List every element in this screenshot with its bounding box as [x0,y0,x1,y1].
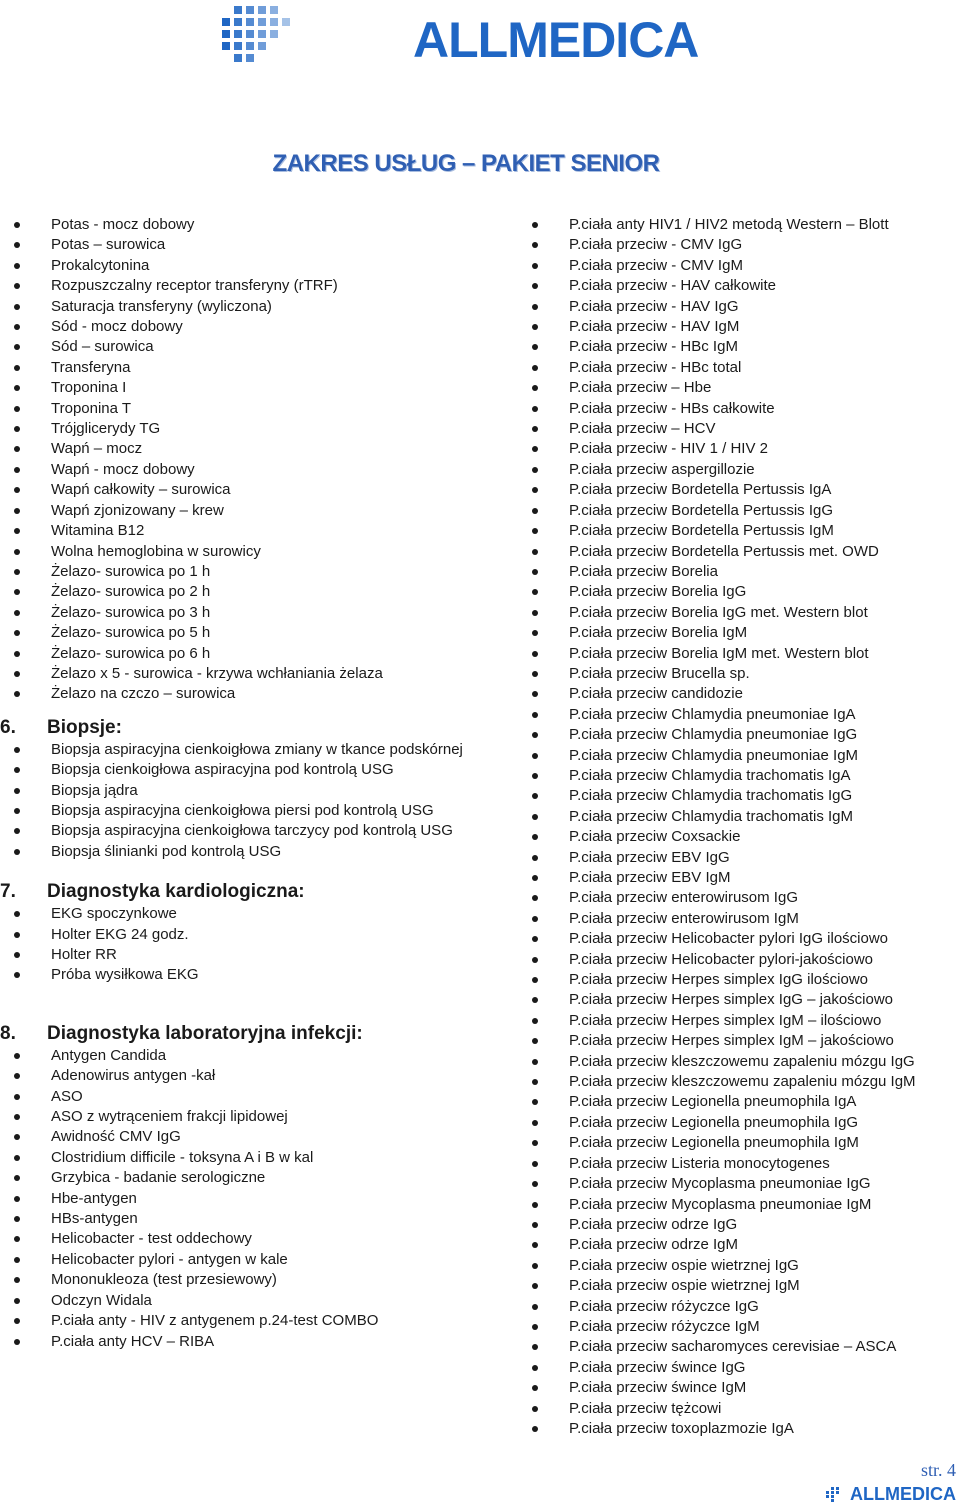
list-item: P.ciała przeciw Legionella pneumophila IgM [530,1133,960,1153]
logo-dot [836,1491,839,1494]
logo-dot [270,18,278,26]
list-infekcje [0,1046,470,1352]
logo-dots-icon [222,0,407,72]
list-item: Awidność CMV IgG [0,1127,470,1147]
list-item: Biopsja ślinianki pod kontrolą USG [0,842,470,862]
list-item: Biopsja cienkoigłowa aspiracyjna pod kontrolą USG [0,760,470,780]
list-item: P.ciała przeciw Mycoplasma pneumoniae IgM [530,1195,960,1215]
logo-dot [258,30,266,38]
logo-dot [246,42,254,50]
list-item: Biopsja aspiracyjna cienkoigłowa piersi pod kontrolą USG [0,801,470,821]
list-item: P.ciała przeciw Legionella pneumophila IgG [530,1113,960,1133]
list-item: P.ciała przeciw toxoplazmozie IgA [530,1419,960,1439]
list-item: P.ciała przeciw Chlamydia trachomatis IgA [530,766,960,786]
section-8-heading [0,1022,470,1046]
list-item: P.ciała anty HCV – RIBA [0,1332,470,1352]
list-item: P.ciała przeciw Mycoplasma pneumoniae IgG [530,1174,960,1194]
list-item: P.ciała przeciw Herpes simplex IgG ilościowo [530,970,960,990]
list-item: P.ciała przeciw Chlamydia trachomatis IgG [530,786,960,806]
list-item: Wapń zjonizowany – krew [0,501,470,521]
logo-dot [234,54,242,62]
logo-dot [831,1499,834,1502]
section-6-heading [0,716,470,740]
logo-dot [831,1495,834,1498]
list-item: Holter EKG 24 godz. [0,925,470,945]
list-item: Biopsja aspiracyjna cienkoigłowa tarczycy pod kontrolą USG [0,821,470,841]
list-item: P.ciała przeciw sacharomyces cerevisiae – ASCA [530,1337,960,1357]
list-item: Rozpuszczalny receptor transferyny (rTRF) [0,276,470,296]
list-item: Clostridium difficile - toksyna A i B w kal [0,1148,470,1168]
list-item: Żelazo- surowica po 3 h [0,603,470,623]
list-item: Żelazo- surowica po 5 h [0,623,470,643]
list-item: P.ciała przeciw Listeria monocytogenes [530,1154,960,1174]
logo-dot [246,30,254,38]
list-item: P.ciała przeciw - CMV IgG [530,235,960,255]
list-top [0,215,470,705]
list-item: Mononukleoza (test przesiewowy) [0,1270,470,1290]
list-item: Sód – surowica [0,337,470,357]
list-item: P.ciała przeciw - HAV IgM [530,317,960,337]
list-item: P.ciała przeciw – HCV [530,419,960,439]
section-number: 7. [0,881,16,903]
footer-logo-dots-icon [826,1486,848,1504]
list-item: P.ciała przeciw Helicobacter pylori IgG ilościowo [530,929,960,949]
list-item: P.ciała przeciw tężcowi [530,1399,960,1419]
list-item: Helicobacter pylori - antygen w kale [0,1250,470,1270]
logo-dot [831,1491,834,1494]
section-number: 8. [0,1022,16,1044]
list-item: Sód - mocz dobowy [0,317,470,337]
logo-dot [258,6,266,14]
list-item: Saturacja transferyny (wyliczona) [0,297,470,317]
list-item: P.ciała przeciw kleszczowemu zapaleniu mózgu IgG [530,1052,960,1072]
list-item: Adenowirus antygen -kał [0,1066,470,1086]
logo-dot [246,54,254,62]
logo-dot [234,6,242,14]
list-item: Grzybica - badanie serologiczne [0,1168,470,1188]
logo-dot [270,30,278,38]
list-item: P.ciała przeciw Bordetella Pertussis met. OWD [530,542,960,562]
list-biopsje [0,740,470,862]
logo-dot [234,42,242,50]
allmedica-logo [222,0,698,72]
logo-dot [836,1487,839,1490]
list-item: Troponina I [0,378,470,398]
logo-dot [234,18,242,26]
list-item: Żelazo- surowica po 1 h [0,562,470,582]
list-item: P.ciała przeciw - HBs całkowite [530,399,960,419]
list-item: P.ciała przeciw enterowirusom IgG [530,888,960,908]
list-item: P.ciała przeciw Herpes simplex IgM – ilościowo [530,1011,960,1031]
list-item: P.ciała przeciw Chlamydia pneumoniae IgG [530,725,960,745]
list-item: Próba wysiłkowa EKG [0,965,470,985]
section-title: Diagnostyka kardiologiczna: [47,881,305,903]
logo-dot [222,18,230,26]
list-item: P.ciała anty HIV1 / HIV2 metodą Western – Blott [530,215,960,235]
list-right [530,215,960,1439]
list-item: Witamina B12 [0,521,470,541]
logo-dot [222,42,230,50]
list-item: P.ciała przeciw Legionella pneumophila IgA [530,1092,960,1112]
section-7-heading [0,880,470,904]
logo-dot [258,42,266,50]
logo-dot [826,1491,829,1494]
logo-dot [826,1495,829,1498]
list-item: P.ciała przeciw śwince IgM [530,1378,960,1398]
list-item: P.ciała przeciw Borelia IgG [530,582,960,602]
list-item: Biopsja jądra [0,781,470,801]
list-item: P.ciała przeciw - HAV całkowite [530,276,960,296]
list-item: Helicobacter - test oddechowy [0,1229,470,1249]
page-number: str. 4 [920,1460,956,1480]
list-item: Wapń całkowity – surowica [0,480,470,500]
logo-text: ALLMEDICA [413,12,699,68]
list-item: P.ciała przeciw Borelia IgM met. Western blot [530,644,960,664]
list-item: Żelazo na czczo – surowica [0,684,470,704]
list-item: P.ciała przeciw - HIV 1 / HIV 2 [530,439,960,459]
list-item: P.ciała anty - HIV z antygenem p.24-test COMBO [0,1311,470,1331]
footer-logo-text: ALLMEDICA [850,1484,956,1504]
list-item: P.ciała przeciw EBV IgG [530,848,960,868]
list-item: P.ciała przeciw Chlamydia trachomatis IgM [530,807,960,827]
list-item: P.ciała przeciw Herpes simplex IgG – jakościowo [530,990,960,1010]
list-item: P.ciała przeciw Brucella sp. [530,664,960,684]
logo-dot [270,6,278,14]
list-item: Wolna hemoglobina w surowicy [0,542,470,562]
list-item: P.ciała przeciw – Hbe [530,378,960,398]
list-item: ASO [0,1087,470,1107]
logo-dot [234,30,242,38]
list-item: P.ciała przeciw Chlamydia pneumoniae IgM [530,746,960,766]
logo-dot [831,1487,834,1490]
list-item: P.ciała przeciw ospie wietrznej IgG [530,1256,960,1276]
list-item: Odczyn Widala [0,1291,470,1311]
list-item: P.ciała przeciw śwince IgG [530,1358,960,1378]
logo-dot [282,18,290,26]
list-item: Antygen Candida [0,1046,470,1066]
list-item: P.ciała przeciw kleszczowemu zapaleniu mózgu IgM [530,1072,960,1092]
footer-logo [826,1484,956,1505]
list-item: P.ciała przeciw - HAV IgG [530,297,960,317]
section-title: Diagnostyka laboratoryjna infekcji: [47,1022,363,1044]
list-kardio [0,904,470,986]
list-item: P.ciała przeciw Helicobacter pylori-jakościowo [530,950,960,970]
logo-dot [258,18,266,26]
list-item: HBs-antygen [0,1209,470,1229]
list-item: P.ciała przeciw różyczce IgG [530,1297,960,1317]
list-item: P.ciała przeciw ospie wietrznej IgM [530,1276,960,1296]
list-item: P.ciała przeciw Chlamydia pneumoniae IgA [530,705,960,725]
list-item: Żelazo- surowica po 6 h [0,644,470,664]
list-item: Potas – surowica [0,235,470,255]
list-item: Wapń - mocz dobowy [0,460,470,480]
list-item: P.ciała przeciw EBV IgM [530,868,960,888]
logo-dot [222,30,230,38]
list-item: Hbe-antygen [0,1189,470,1209]
list-item: P.ciała przeciw Herpes simplex IgM – jakościowo [530,1031,960,1051]
logo-dot [246,6,254,14]
list-item: Wapń – mocz [0,439,470,459]
list-item: P.ciała przeciw odrze IgM [530,1235,960,1255]
list-item: P.ciała przeciw Coxsackie [530,827,960,847]
list-item: EKG spoczynkowe [0,904,470,924]
list-item: P.ciała przeciw candidozie [530,684,960,704]
list-item: P.ciała przeciw Bordetella Pertussis IgG [530,501,960,521]
list-item: Transferyna [0,358,470,378]
left-column [0,215,470,1352]
section-title: Biopsje: [47,716,122,738]
list-item: Troponina T [0,399,470,419]
list-item: P.ciała przeciw - CMV IgM [530,256,960,276]
list-item: P.ciała przeciw - HBc IgM [530,337,960,357]
list-item: Biopsja aspiracyjna cienkoigłowa zmiany w tkance podskórnej [0,740,470,760]
list-item: Trójglicerydy TG [0,419,470,439]
list-item: P.ciała przeciw Bordetella Pertussis IgA [530,480,960,500]
right-column [530,215,960,1439]
section-number: 6. [0,716,16,738]
list-item: Holter RR [0,945,470,965]
list-item: P.ciała przeciw aspergillozie [530,460,960,480]
list-item: P.ciała przeciw - HBc total [530,358,960,378]
list-item: P.ciała przeciw Borelia IgG met. Western blot [530,603,960,623]
list-item: Żelazo x 5 - surowica - krzywa wchłaniania żelaza [0,664,470,684]
list-item: Żelazo- surowica po 2 h [0,582,470,602]
list-item: P.ciała przeciw różyczce IgM [530,1317,960,1337]
list-item: P.ciała przeciw Borelia IgM [530,623,960,643]
list-item: P.ciała przeciw Borelia [530,562,960,582]
list-item: Potas - mocz dobowy [0,215,470,235]
list-item: P.ciała przeciw Bordetella Pertussis IgM [530,521,960,541]
list-item: P.ciała przeciw enterowirusom IgM [530,909,960,929]
list-item: P.ciała przeciw odrze IgG [530,1215,960,1235]
page-title: ZAKRES USŁUG – PAKIET SENIOR [272,150,660,177]
list-item: ASO z wytrąceniem frakcji lipidowej [0,1107,470,1127]
logo-dot [246,18,254,26]
list-item: Prokalcytonina [0,256,470,276]
